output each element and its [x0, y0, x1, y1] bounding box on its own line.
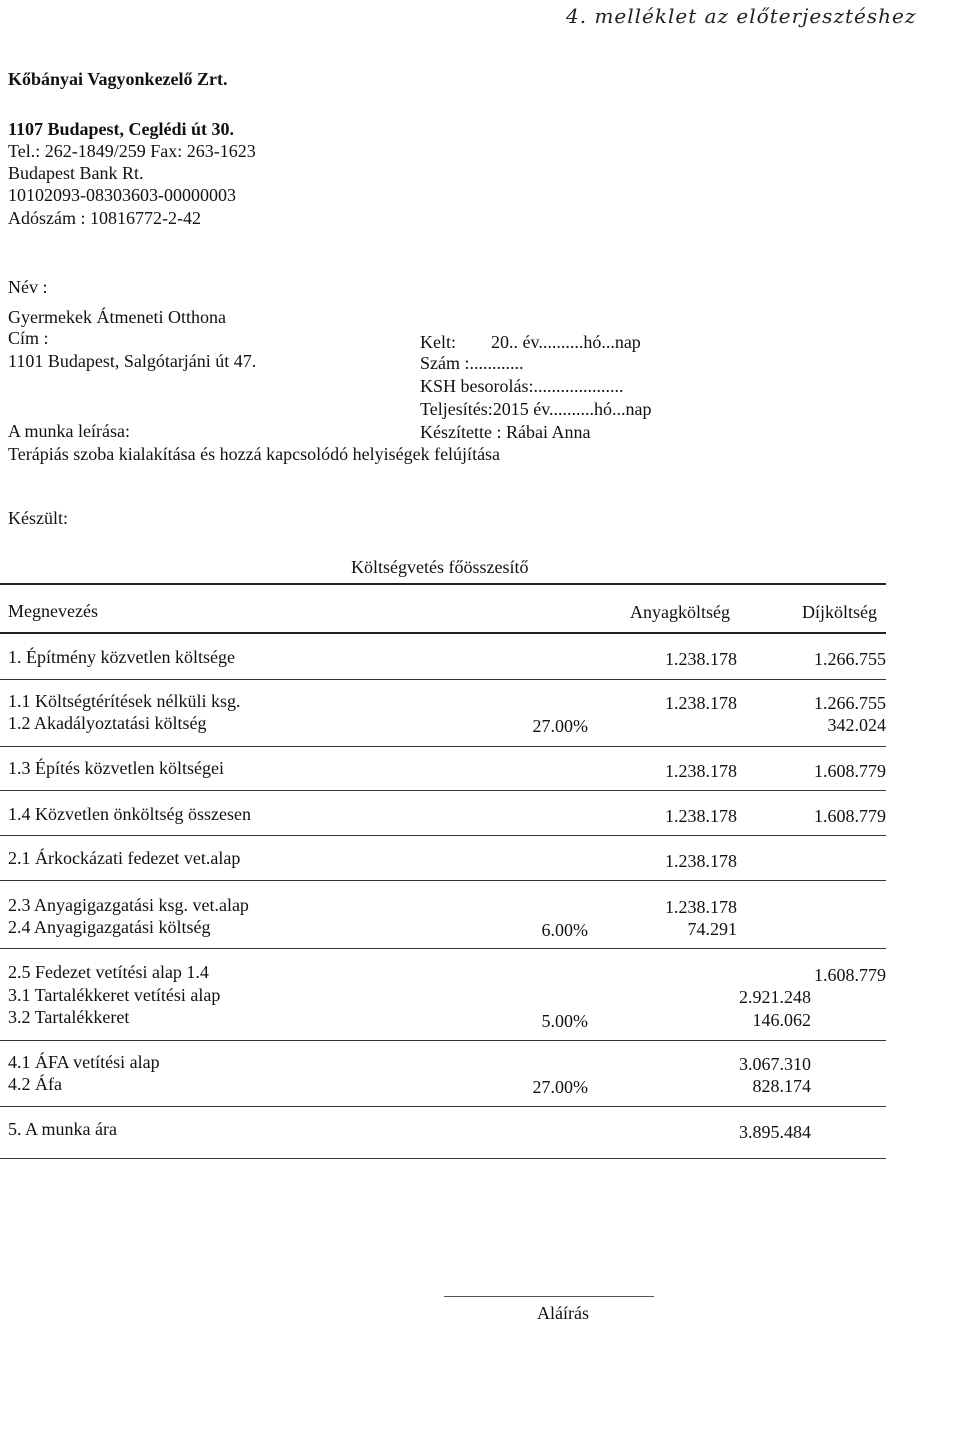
szam-field: Szám :............ — [420, 353, 524, 373]
kelt-label: Kelt: — [420, 332, 456, 352]
table-row-material: 1.238.178 — [665, 761, 737, 781]
table-row-material: 1.238.178 — [665, 806, 737, 826]
handwritten-annotation: 4. melléklet az előterjesztéshez — [566, 4, 917, 28]
table-row-material: 1.238.178 — [665, 851, 737, 871]
table-row-percent: 27.00% — [532, 1077, 588, 1097]
table-row-label: 1.3 Építés közvetlen költségei — [8, 758, 224, 778]
summary-title: Költségvetés főösszesítő — [351, 557, 529, 577]
company-address: 1107 Budapest, Ceglédi út 30. — [8, 119, 235, 139]
company-name: Kőbányai Vagyonkezelő Zrt. — [8, 69, 228, 89]
table-row-label: 1.4 Közvetlen önköltség összesen — [8, 804, 251, 824]
table-row-percent: 5.00% — [541, 1011, 588, 1031]
row-rule — [0, 835, 886, 836]
table-row-value: 3.067.310 — [739, 1054, 811, 1074]
teljesites-field: Teljesítés:2015 év..........hó...nap — [420, 399, 652, 419]
table-row-fee: 342.024 — [827, 715, 886, 735]
table-row-label: 1.1 Költségtérítések nélküli ksg. — [8, 691, 241, 711]
client-name: Gyermekek Átmeneti Otthona — [8, 307, 226, 327]
table-row-percent: 6.00% — [541, 920, 588, 940]
company-account: 10102093-08303603-00000003 — [8, 185, 236, 205]
table-row-fee: 1.266.755 — [814, 649, 886, 669]
row-rule — [0, 880, 886, 881]
table-row-material: 1.238.178 — [665, 693, 737, 713]
table-row-value: 828.174 — [752, 1076, 811, 1096]
table-row-label: 3.2 Tartalékkeret — [8, 1007, 130, 1027]
work-label: A munka leírása: — [8, 421, 130, 441]
client-address-label: Cím : — [8, 328, 49, 348]
table-row-label: 4.2 Áfa — [8, 1074, 62, 1094]
row-rule — [0, 1040, 886, 1041]
table-row-material: 1.238.178 — [665, 649, 737, 669]
signature-line — [444, 1296, 654, 1297]
table-row-label: 4.1 ÁFA vetítési alap — [8, 1052, 160, 1072]
col-header-name: Megnevezés — [8, 601, 98, 621]
table-row-value: 2.921.248 — [739, 987, 811, 1007]
row-rule — [0, 1106, 886, 1107]
company-phone: Tel.: 262-1849/259 Fax: 263-1623 — [8, 141, 256, 161]
client-name-label: Név : — [8, 277, 48, 297]
table-row-label: 5. A munka ára — [8, 1119, 117, 1139]
keszult-label: Készült: — [8, 508, 68, 528]
header-rule — [0, 632, 886, 634]
table-row-material: 74.291 — [687, 919, 737, 939]
table-row-value: 3.895.484 — [739, 1122, 811, 1142]
table-bottom-rule — [0, 1158, 886, 1159]
col-header-fee: Díjköltség — [802, 602, 877, 622]
keszitette-field: Készítette : Rábai Anna — [420, 422, 591, 442]
work-description: Terápiás szoba kialakítása és hozzá kapcsolódó helyiségek felújítása — [8, 444, 501, 464]
client-address: 1101 Budapest, Salgótarjáni út 47. — [8, 351, 257, 371]
table-row-label: 2.4 Anyagigazgatási költség — [8, 917, 211, 937]
col-header-material: Anyagköltség — [630, 602, 730, 622]
row-rule — [0, 746, 886, 747]
table-row-fee: 1.266.755 — [814, 693, 886, 713]
kelt-value: 20.. év..........hó...nap — [491, 332, 641, 352]
table-row-label: 2.5 Fedezet vetítési alap 1.4 — [8, 962, 209, 982]
table-row-label: 2.1 Árkockázati fedezet vet.alap — [8, 848, 241, 868]
table-row-label: 3.1 Tartalékkeret vetítési alap — [8, 985, 221, 1005]
table-row-material: 1.238.178 — [665, 897, 737, 917]
signature-label: Aláírás — [537, 1303, 589, 1323]
table-row-label: 1. Építmény közvetlen költsége — [8, 647, 235, 667]
ksh-field: KSH besorolás:.................... — [420, 376, 624, 396]
table-row-percent: 27.00% — [532, 716, 588, 736]
table-row-label: 1.2 Akadályoztatási költség — [8, 713, 207, 733]
row-rule — [0, 790, 886, 791]
table-row-fee: 1.608.779 — [814, 965, 886, 985]
row-rule — [0, 679, 886, 680]
table-row-fee: 1.608.779 — [814, 806, 886, 826]
table-row-label: 2.3 Anyagigazgatási ksg. vet.alap — [8, 895, 249, 915]
table-row-fee: 1.608.779 — [814, 761, 886, 781]
table-top-rule — [0, 583, 886, 585]
table-row-value: 146.062 — [752, 1010, 811, 1030]
row-rule — [0, 948, 886, 949]
company-tax-number: Adószám : 10816772-2-42 — [8, 208, 201, 228]
company-bank: Budapest Bank Rt. — [8, 163, 144, 183]
